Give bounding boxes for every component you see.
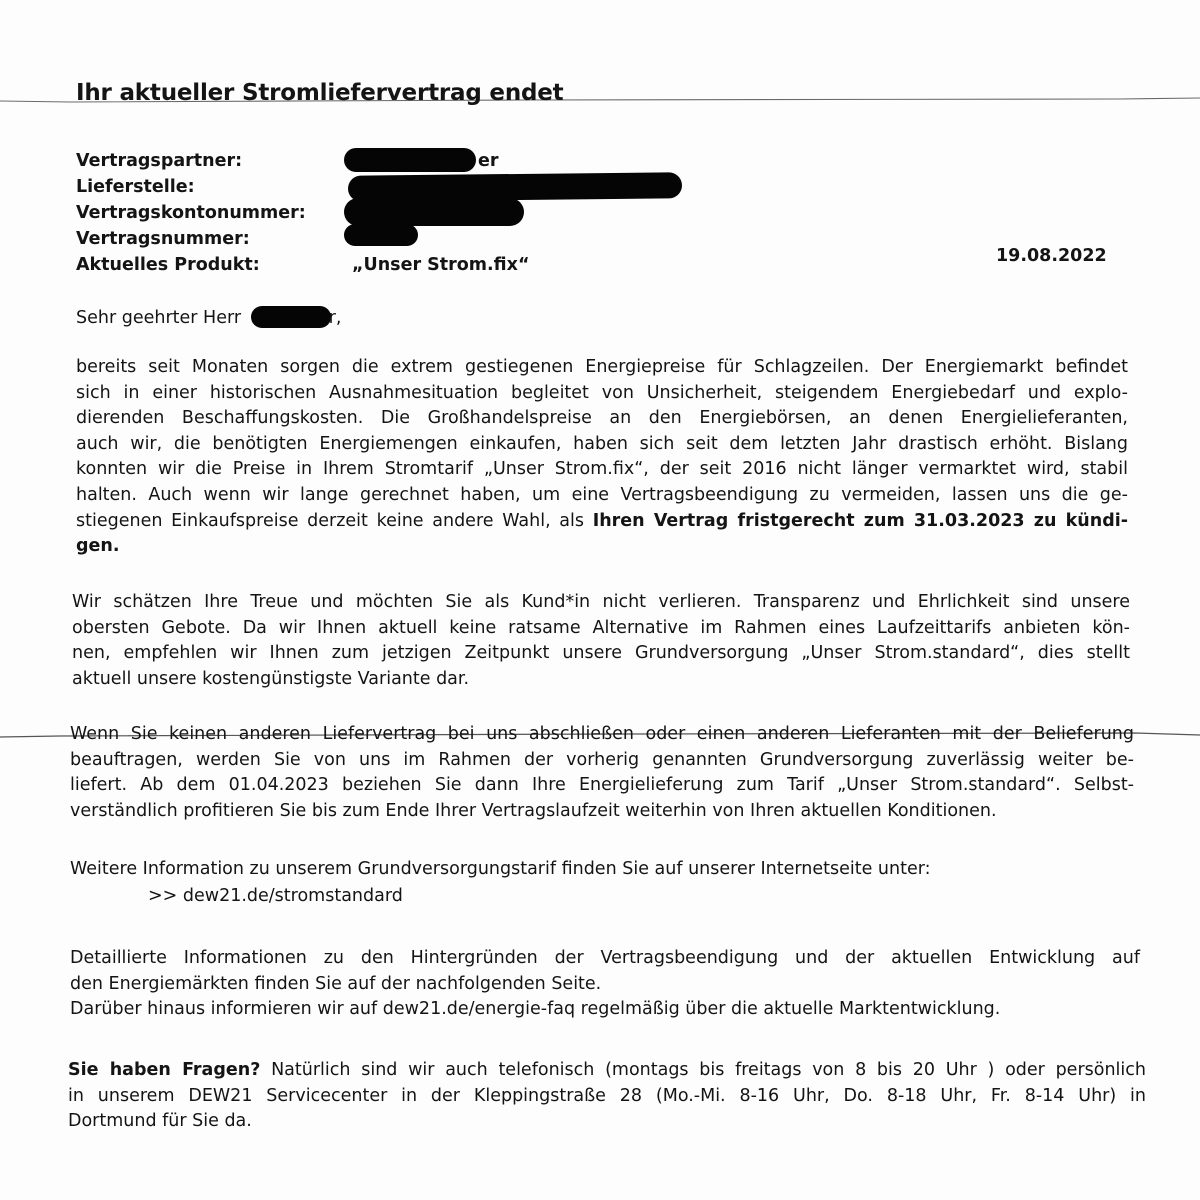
paragraph-1-line: bereits seit Monaten sorgen die extrem gestiegenen Energiepreise für Schlagzeilen. Der Energiemarkt befindet bbox=[76, 357, 1128, 377]
paragraph-1-line bbox=[76, 509, 1128, 535]
contract-partner-value: er bbox=[478, 151, 499, 171]
paragraph-4-line: Weitere Information zu unserem Grundversorgungstarif finden Sie auf unserer Internetseite unter: bbox=[70, 859, 931, 879]
paragraph-3-line: liefert. Ab dem 01.04.2023 beziehen Sie dann Ihre Energielieferung zum Tarif „Unser Strom.standard“. Selbst- bbox=[70, 775, 1134, 796]
termination-notice-end: gen. bbox=[76, 536, 120, 557]
termination-notice: Ihren Vertrag fristgerecht zum 31.03.2023 zu kündi- bbox=[592, 510, 1129, 531]
stromstandard-link: >> dew21.de/stromstandard bbox=[148, 886, 403, 906]
paragraph-2-line: obersten Gebote. Da wir Ihnen aktuell keine ratsame Alternative im Rahmen eines Laufzeittarifs anbieten kön- bbox=[72, 617, 1130, 638]
delivery-point-label: Lieferstelle: bbox=[76, 177, 195, 197]
paragraph-5-line: Detaillierte Informationen zu den Hintergründen der Vertragsbeendigung und der aktuellen Entwicklung auf bbox=[70, 948, 1140, 968]
letter-title: Ihr aktueller Stromliefervertrag endet bbox=[76, 80, 564, 106]
contract-number-label: Vertragsnummer: bbox=[76, 229, 250, 249]
paragraph-6 bbox=[68, 1058, 1146, 1135]
salutation-prefix: Sehr geehrter Herr bbox=[76, 308, 242, 328]
paragraph-5-line: den Energiemärkten finden Sie auf der nachfolgenden Seite. bbox=[70, 973, 602, 994]
paragraph-3-line: verständlich profitieren Sie bis zum Ende Ihrer Vertragslaufzeit weiterhin von Ihren aktuellen Konditionen. bbox=[70, 800, 997, 821]
paragraph-3 bbox=[70, 722, 1134, 824]
paragraph-6-text: Natürlich sind wir auch telefonisch (montags bis freitags von 8 bis 20 Uhr ) oder persönlich bbox=[260, 1060, 1146, 1080]
paragraph-2-line: nen, empfehlen wir Ihnen zum jetzigen Zeitpunkt unsere Grundversorgung „Unser Strom.standard“, dies stellt bbox=[72, 643, 1130, 664]
redaction-contract-number bbox=[344, 224, 418, 246]
paragraph-3-line: beauftragen, werden Sie von uns im Rahmen der vorherig genannten Grundversorgung zuverlässig weiter be- bbox=[70, 749, 1134, 770]
contract-account-label: Vertragskontonummer: bbox=[76, 203, 306, 223]
paragraph-1-line: dierenden Beschaffungskosten. Die Großhandelspreise an den Energiebörsen, an denen Energielieferanten, bbox=[76, 408, 1128, 429]
paragraph-6-line: in unserem DEW21 Servicecenter in der Kleppingstraße 28 (Mo.-Mi. 8-16 Uhr, Do. 8-18 Uhr, Fr. 8-14 Uhr) in bbox=[68, 1085, 1146, 1106]
questions-heading: Sie haben Fragen? bbox=[68, 1060, 261, 1080]
paragraph-5-line: Darüber hinaus informieren wir auf dew21.de/energie-faq regelmäßig über die aktuelle Marktentwicklung. bbox=[70, 999, 1001, 1020]
current-product-value: „Unser Strom.fix“ bbox=[352, 255, 530, 275]
paragraph-1-line: auch wir, die benötigten Energiemengen einkaufen, haben sich seit dem letzten Jahr drastisch erhöht. Bislang bbox=[76, 433, 1128, 454]
current-product-label: Aktuelles Produkt: bbox=[76, 255, 260, 275]
paragraph-2 bbox=[72, 590, 1130, 692]
redaction-contract-partner bbox=[344, 148, 476, 172]
paragraph-6-line bbox=[68, 1058, 1146, 1084]
paragraph-1-line: sich in einer historischen Ausnahmesituation begleitet von Unsicherheit, steigendem Energiebedarf und explo- bbox=[76, 382, 1128, 403]
paragraph-1 bbox=[76, 355, 1128, 560]
paragraph-2-line: Wir schätzen Ihre Treue und möchten Sie als Kund*in nicht verlieren. Transparenz und Ehrlichkeit sind unsere bbox=[72, 592, 1130, 612]
paragraph-1-line: halten. Auch wenn wir lange gerechnet haben, um eine Vertragsbeendigung zu vermeiden, lassen uns die ge- bbox=[76, 484, 1128, 505]
paragraph-2-line: aktuell unsere kostengünstigste Variante dar. bbox=[72, 668, 470, 689]
redaction-contract-account bbox=[344, 198, 524, 226]
paragraph-5 bbox=[70, 946, 1140, 1023]
paragraph-1-line bbox=[76, 534, 1128, 560]
salutation bbox=[76, 306, 341, 328]
contract-partner-label: Vertragspartner: bbox=[76, 151, 243, 171]
letter-date: 19.08.2022 bbox=[996, 246, 1107, 266]
paragraph-6-line: Dortmund für Sie da. bbox=[68, 1111, 252, 1132]
paragraph-1-text: stiegenen Einkaufspreise derzeit keine andere Wahl, als bbox=[76, 510, 593, 531]
redaction-name bbox=[251, 306, 331, 328]
paragraph-3-line: Wenn Sie keinen anderen Liefervertrag bei uns abschließen oder einen anderen Lieferanten mit der Belieferung bbox=[70, 724, 1134, 744]
paragraph-4 bbox=[70, 857, 1030, 883]
paragraph-1-line: konnten wir die Preise in Ihrem Stromtarif „Unser Strom.fix“, der seit 2016 nicht länger vermarktet wird, stabil bbox=[76, 459, 1128, 480]
salutation-suffix: r, bbox=[328, 308, 342, 328]
